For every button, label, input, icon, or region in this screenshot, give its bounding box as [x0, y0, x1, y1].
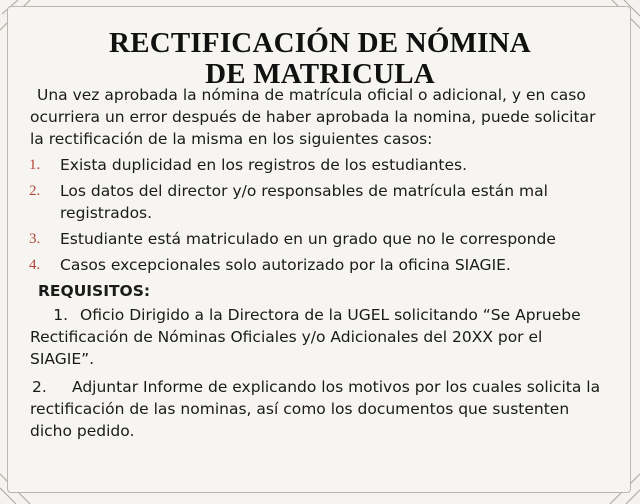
page-title: RECTIFICACIÓN DE NÓMINA DE MATRICULA [109, 27, 531, 90]
requisito-text: Oficio Dirigido a la Directora de la UGEL solicitando “Se Apruebe Rectificación de Nóminas Oficiales y/o Adicionales del 20XX por el SIAGIE”. [30, 306, 581, 368]
requisito-number: 1. [53, 306, 68, 324]
intro-paragraph: Una vez aprobada la nómina de matrícula oficial o adicional, y en caso ocurriera un error después de haber aprobada la nomina, puede solicitar la rectificación de la misma en los siguientes casos: [30, 86, 596, 148]
list-item-number: 3. [29, 231, 41, 247]
requisito-number: 2. [32, 378, 47, 396]
list-item [30, 228, 605, 250]
list-item [30, 154, 605, 176]
requisito-text: Adjuntar Informe de explicando los motivos por los cuales solicita la rectificación de las nominas, así como los documentos que sustenten dicho pedido. [30, 378, 601, 440]
cases-list [30, 154, 605, 276]
list-item-text: Exista duplicidad en los registros de los estudiantes. [60, 156, 468, 174]
requisito-item [30, 376, 605, 442]
list-item-text: Casos excepcionales solo autorizado por la oficina SIAGIE. [60, 256, 511, 274]
list-item-text: Estudiante está matriculado en un grado que no le corresponde [60, 230, 556, 248]
document-body [30, 84, 605, 448]
list-item [30, 180, 605, 224]
list-item [30, 254, 605, 276]
requisitos-heading: REQUISITOS: [38, 282, 151, 300]
list-item-number: 2. [29, 183, 41, 199]
requisito-item [30, 304, 605, 370]
list-item-text: Los datos del director y/o responsables de matrícula están mal registrados. [60, 182, 548, 222]
list-item-number: 4. [29, 257, 41, 273]
list-item-number: 1. [29, 157, 41, 173]
